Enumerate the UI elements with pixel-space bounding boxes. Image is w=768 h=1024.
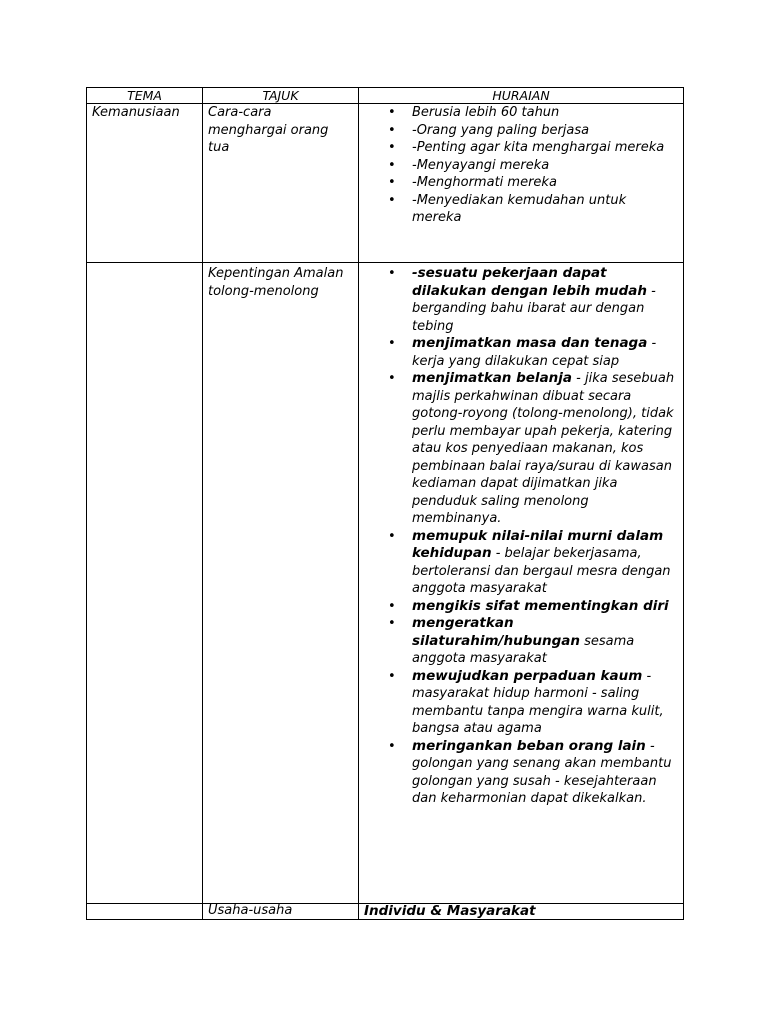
- list-item: • Berusia lebih 60 tahun: [364, 104, 678, 122]
- item-heading: menjimatkan belanja: [412, 370, 573, 386]
- item-text: - berganding bahu ibarat aur dengan tebing: [412, 283, 656, 334]
- cell-huraian: [359, 263, 684, 904]
- item-heading: meringankan beban orang lain: [412, 737, 646, 754]
- list-item: [364, 265, 678, 335]
- cell-tema: Kemanusiaan: [87, 104, 203, 263]
- item-text: sesama anggota masyarakat: [412, 633, 635, 666]
- table-row: [87, 904, 684, 920]
- list-item: [364, 335, 678, 370]
- item-heading: mengeratkan silaturahim/hubungan: [412, 615, 580, 649]
- item-heading: mengikis sifat mementingkan diri: [412, 597, 669, 614]
- cell-tema: [87, 904, 203, 920]
- header-tajuk: TAJUK: [203, 88, 359, 104]
- list-item: • -Menyediakan kemudahan untuk mereka: [364, 192, 678, 227]
- list-item: • -Orang yang paling berjasa: [364, 122, 678, 140]
- notes-table: [86, 87, 684, 920]
- cell-tema: [87, 263, 203, 904]
- cell-huraian: [359, 104, 684, 263]
- item-text: - masyarakat hidup harmoni - saling membantu tanpa mengira warna kulit, bangsa atau agama: [412, 668, 664, 736]
- item-text: - golongan yang senang akan membantu golongan yang susah - kesejahteraan dan keharmonian dapat dikekalkan.: [412, 738, 672, 806]
- item-heading: -sesuatu pekerjaan dapat dilakukan dengan lebih mudah: [412, 265, 647, 299]
- cell-tajuk: Kepentingan Amalan tolong-menolong: [203, 263, 359, 904]
- table-row: [87, 104, 684, 263]
- list-item: • -Penting agar kita menghargai mereka: [364, 139, 678, 157]
- header-huraian: HURAIAN: [359, 88, 684, 104]
- bullet-list: [364, 265, 678, 808]
- list-item: [364, 598, 678, 616]
- item-heading: memupuk nilai-nilai murni dalam kehidupan: [412, 527, 664, 561]
- item-heading: menjimatkan masa dan tenaga: [412, 335, 648, 351]
- list-item: [364, 370, 678, 528]
- list-item: • -Menghormati mereka: [364, 174, 678, 192]
- item-text: - kerja yang dilakukan cepat siap: [412, 336, 657, 369]
- bullet-list: [364, 104, 678, 227]
- cell-tajuk: Usaha-usaha: [203, 904, 359, 920]
- list-item: [364, 528, 678, 598]
- list-item: [364, 615, 678, 668]
- item-heading: mewujudkan perpaduan kaum: [412, 667, 643, 684]
- item-text: - belajar bekerjasama, bertoleransi dan bergaul mesra dengan anggota masyarakat: [412, 546, 671, 596]
- cell-tajuk: Cara-cara menghargai orang tua: [203, 104, 359, 263]
- list-item: • -Menyayangi mereka: [364, 157, 678, 175]
- list-item: [364, 668, 678, 738]
- item-text: - jika sesebuah majlis perkahwinan dibuat secara gotong-royong (tolong-menolong), tidak perlu membayar upah pekerja, katering atau kos penyediaan makanan, kos pembinaan balai raya/surau di kawasan kediaman dapat dijimatkan jika penduduk saling menolong membinanya.: [412, 371, 675, 526]
- cell-huraian: Individu & Masyarakat: [359, 904, 684, 920]
- list-item: [364, 738, 678, 808]
- header-tema: TEMA: [87, 88, 203, 104]
- table-row: [87, 263, 684, 904]
- header-row: [87, 88, 684, 104]
